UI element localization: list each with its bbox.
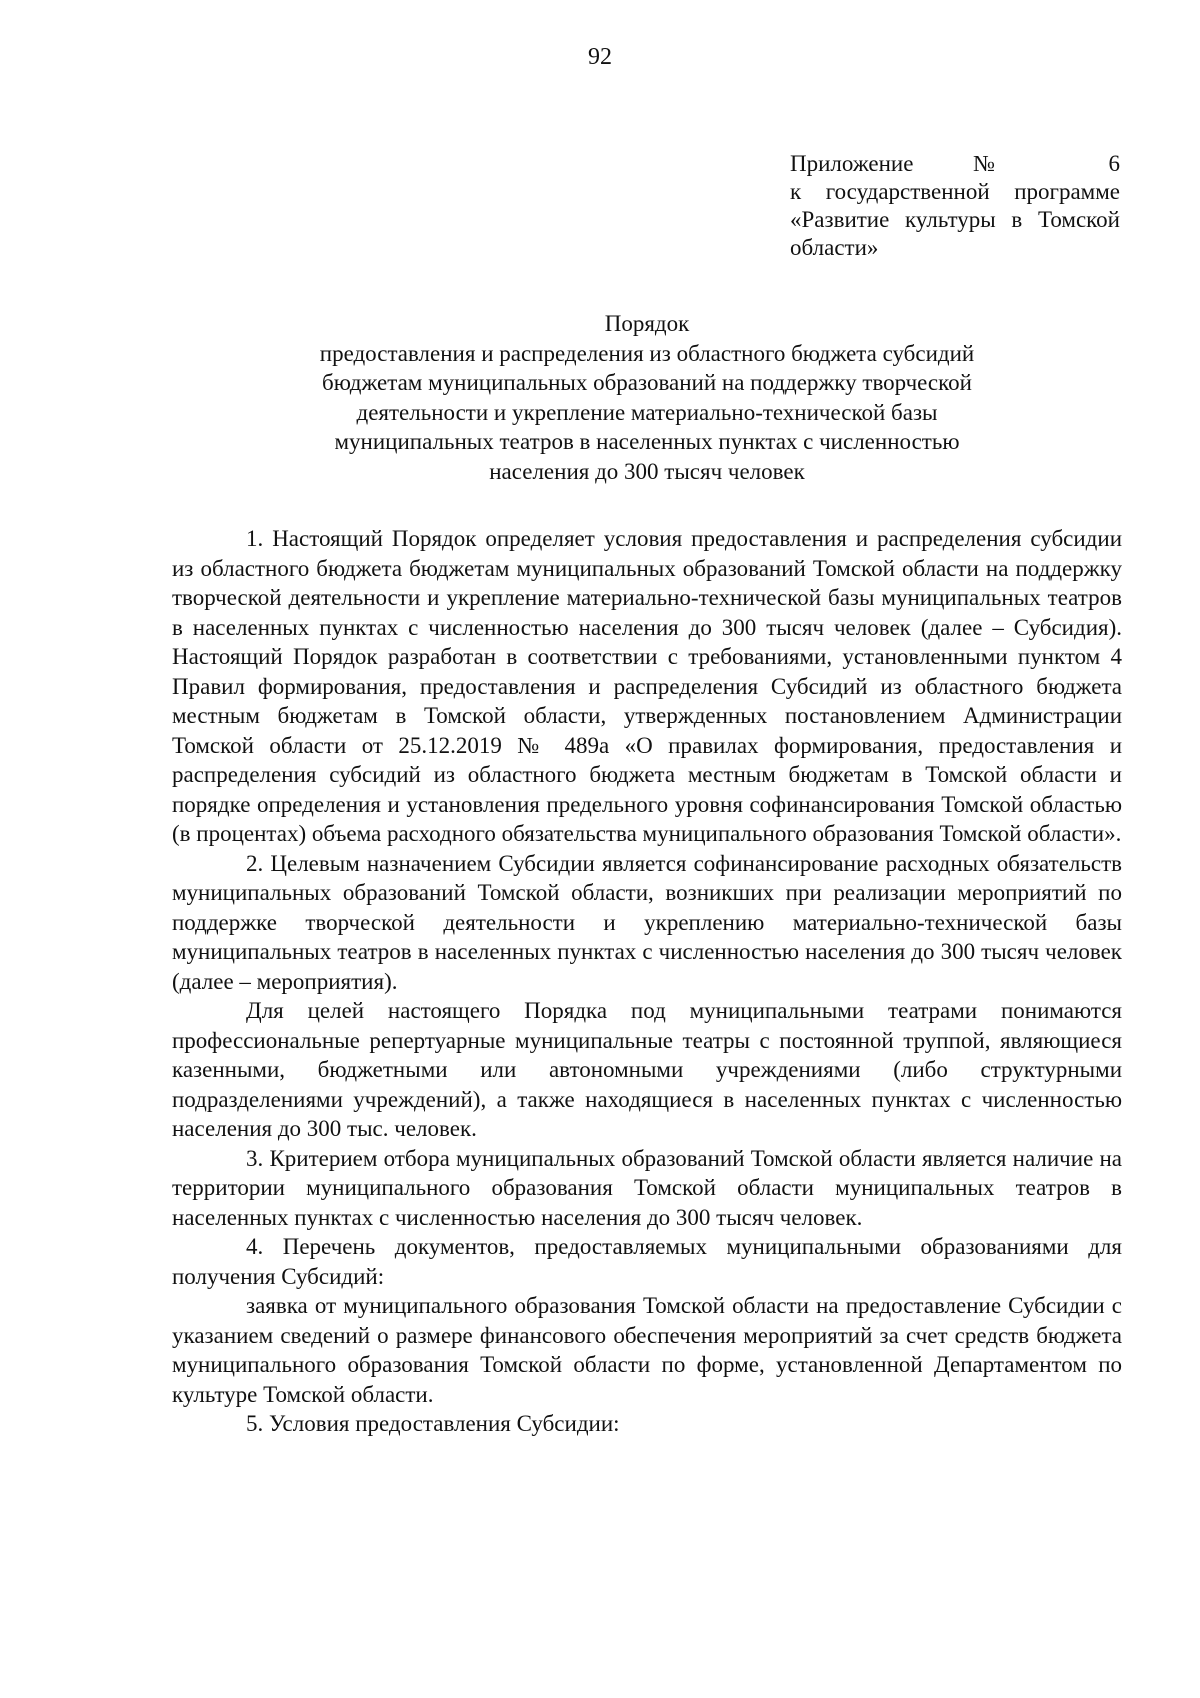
appendix-line: Приложение № 6 <box>790 151 1120 176</box>
paragraph-1: 1. Настоящий Порядок определяет условия предоставления и распределения субсидии из областного бюджета бюджетам муниципальных образований Томской области на поддержку творческой деятельности и укрепление материально-технической базы муниципальных театров в населенных пунктах с численностью населения до 300 тысяч человек (далее – Субсидия). Настоящий Порядок разработан в соответствии с требованиями, установленными пунктом 4 Правил формирования, предоставления и распределения Субсидий из областного бюджета местным бюджетам в Томской области, утвержденных постановлением Администрации Томской области от 25.12.2019 № 489а «О правилах формирования, предоставления и распределения субсидий из областного бюджета местным бюджетам в Томской области и порядке определения и установления предельного уровня софинансирования Томской областью (в процентах) объема расходного обязательства муниципального образования Томской области». <box>172 526 1122 846</box>
document-title <box>172 309 1122 486</box>
appendix-line: к государственной программе <box>790 179 1120 204</box>
title-line: деятельности и укрепление материально-технической базы <box>356 399 938 425</box>
paragraph-5: 5. Условия предоставления Субсидии: <box>246 1411 620 1436</box>
page-number: 92 <box>588 44 612 70</box>
title-heading: Порядок <box>604 311 690 336</box>
paragraph-theatre-definition: Для целей настоящего Порядка под муниципальными театрами понимаются профессиональные репертуарные муниципальные театры с постоянной труппой, являющиеся казенными, бюджетными или автономными учреждениями (либо структурными подразделениями учреждений), а также находящиеся в населенных пунктах с численностью населения до 300 тыс. человек. <box>172 998 1122 1141</box>
title-line: муниципальных театров в населенных пунктах с численностью <box>334 429 960 454</box>
paragraph-3: 3. Критерием отбора муниципальных образований Томской области является наличие на территории муниципального образования Томской области муниципальных театров в населенных пунктах с численностью населения до 300 тысяч человек. <box>172 1145 1122 1230</box>
title-line: предоставления и распределения из областного бюджета субсидий <box>319 340 975 366</box>
document-body <box>172 524 1122 1439</box>
paragraph-4: 4. Перечень документов, предоставляемых муниципальными образованиями для получения Субсидий: <box>172 1234 1122 1289</box>
paragraph-application: заявка от муниципального образования Томской области на предоставление Субсидии с указанием сведений о размере финансового обеспечения мероприятий за счет средств бюджета муниципального образования Томской области по форме, установленной Департаментом по культуре Томской области. <box>172 1293 1122 1407</box>
title-line: бюджетам муниципальных образований на поддержку творческой <box>322 370 972 395</box>
title-line: населения до 300 тысяч человек <box>489 458 805 484</box>
appendix-line: области» <box>790 235 879 260</box>
appendix-line: «Развитие культуры в Томской <box>790 207 1120 232</box>
appendix-reference <box>790 150 1120 262</box>
paragraph-2: 2. Целевым назначением Субсидии является софинансирование расходных обязательств муниципальных образований Томской области, возникших при реализации мероприятий по поддержке творческой деятельности и укреплению материально-технической базы муниципальных театров в населенных пунктах с численностью населения до 300 тысяч человек (далее – мероприятия). <box>172 850 1122 994</box>
